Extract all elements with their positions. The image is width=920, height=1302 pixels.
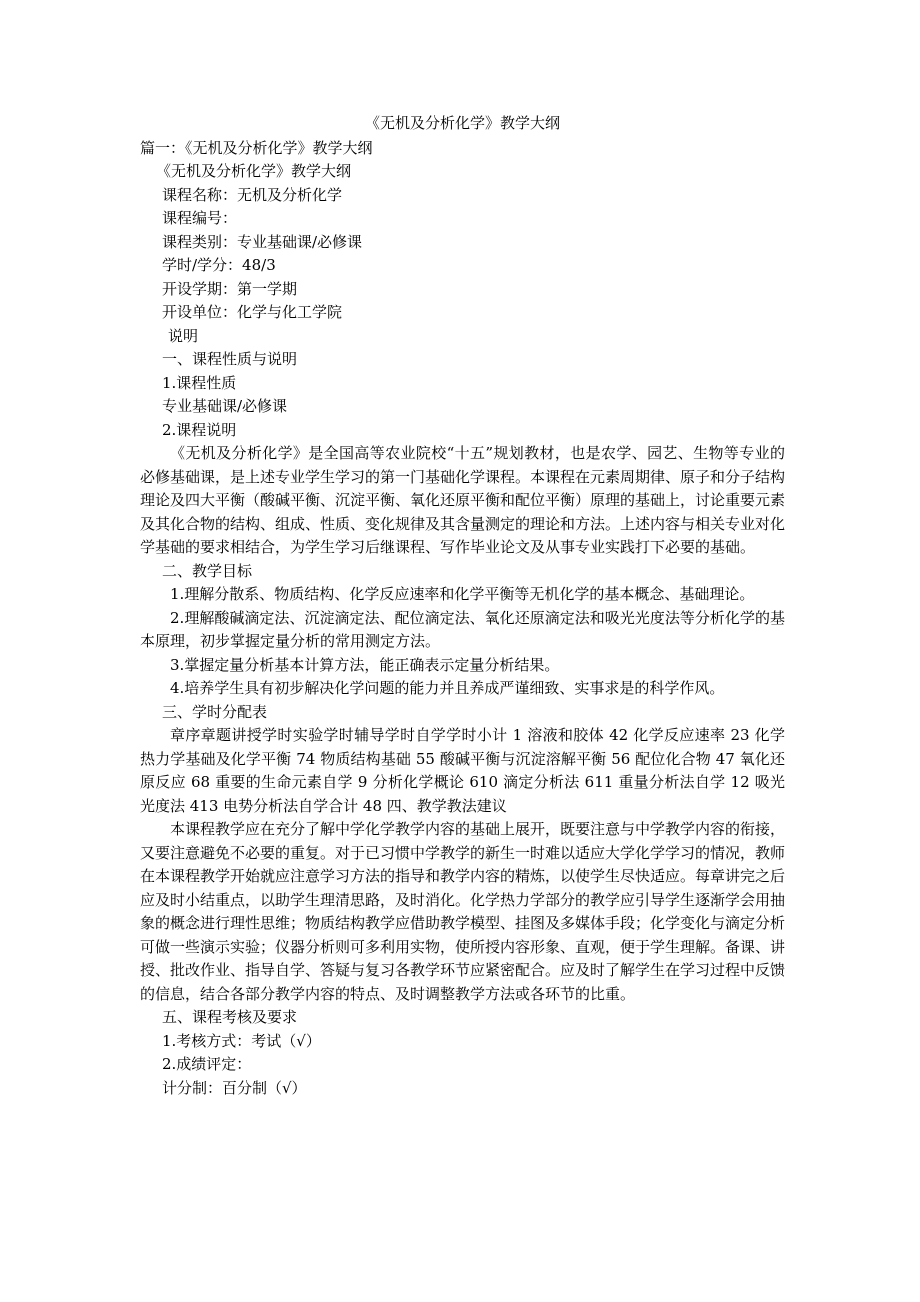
sub-heading: 《无机及分析化学》教学大纲 xyxy=(156,162,352,180)
course-category: 课程类别：专业基础课/必修课 xyxy=(162,232,363,251)
part-heading: 篇一：《无机及分析化学》教学大纲 xyxy=(140,138,373,157)
section2-item-2: 2.理解酸碱滴定法、沉淀滴定法、配位滴定法、氧化还原滴定法和吸光光度法等分析化学的基本原理，初步掌握定量分析的常用测定方法。 xyxy=(140,608,785,650)
section2-heading: 二、教学目标 xyxy=(162,561,253,580)
section5-item-3: 计分制：百分制（√） xyxy=(162,1078,307,1097)
section2-item-1: 1.理解分散系、物质结构、化学反应速率和化学平衡等无机化学的基本概念、基础理论。 xyxy=(170,585,755,603)
section1-item2-paragraph: 《无机及分析化学》是全国高等农业院校“十五”规划教材，也是农学、园艺、生物等专业的必修基础课，是上述专业学生学习的第一门基础化学课程。本课程在元素周期律、原子和分子结构理论及四大平衡（酸碱平衡、沉淀平衡、氧化还原平衡和配位平衡）原理的基础上，讨论重要元素及其化合物的结构、组成、性质、变化规律及其含量测定的理论和方法。上述内容与相关专业对化学基础的要求相结合，为学生学习后继课程、写作毕业论文及从事专业实践打下必要的基础。 xyxy=(140,444,786,556)
course-name: 课程名称：无机及分析化学 xyxy=(162,185,343,204)
document-title: 《无机及分析化学》教学大纲 xyxy=(364,114,560,132)
course-unit: 开设单位：化学与化工学院 xyxy=(162,303,343,321)
section5-item-2: 2.成绩评定： xyxy=(162,1055,252,1073)
course-code: 课程编号： xyxy=(162,209,238,227)
section2-item-4: 4.培养学生具有初步解决化学问题的能力并且养成严谨细致、实事求是的科学作风。 xyxy=(170,679,725,697)
course-hours-credits: 学时/学分：48/3 xyxy=(162,256,276,274)
section2-item-3: 3.掌握定量分析基本计算方法，能正确表示定量分析结果。 xyxy=(170,655,560,674)
section3-heading: 三、学时分配表 xyxy=(162,702,268,721)
section3-paragraph: 章序章题讲授学时实验学时辅导学时自学学时小计 1 溶液和胶体 42 化学反应速率 23 化学热力学基础及化学平衡 74 物质结构基础 55 酸碱平衡与沉淀溶解平衡 56 配位化合物 47 氧化还原反应 68 重要的生命元素自学 9 分析化学概论 610 滴定分析法 611 重量分析法自学 12 吸光光度法 413 电势分析法自学合计 48 四、教学教法建议 xyxy=(140,726,785,815)
section5-heading: 五、课程考核及要求 xyxy=(162,1008,298,1026)
course-semester: 开设学期：第一学期 xyxy=(162,279,298,298)
section1-item2-heading: 2.课程说明 xyxy=(162,420,237,439)
section1-item1-heading: 1.课程性质 xyxy=(162,373,237,392)
section4-paragraph: 本课程教学应在充分了解中学化学教学内容的基础上展开，既要注意与中学教学内容的衔接，又要注意避免不必要的重复。对于已习惯中学教学的新生一时难以适应大学化学学习的情况，教师在本课程教学开始就应注意学习方法的指导和教学内容的精炼，以使学生尽快适应。每章讲完之后应及时小结重点，以助学生理清思路，及时消化。化学热力学部分的教学应引导学生逐渐学会用抽象的概念进行理性思维；物质结构教学应借助教学模型、挂图及多媒体手段；化学变化与滴定分析可做一些演示实验；仪器分析则可多利用实物，使所授内容形象、直观，便于学生理解。备课、讲授、批改作业、指导自学、答疑与复习各教学环节应紧密配合。应及时了解学生在学习过程中反馈的信息，结合各部分教学内容的特点、及时调整教学方法或各环节的比重。 xyxy=(140,820,786,1003)
document-page xyxy=(140,112,785,1100)
section5-item-1: 1.考核方式：考试（√） xyxy=(162,1031,321,1050)
shuoming-heading: 说明 xyxy=(168,326,199,345)
section1-item1-text: 专业基础课/必修课 xyxy=(162,397,288,415)
section1-heading: 一、课程性质与说明 xyxy=(162,350,298,368)
